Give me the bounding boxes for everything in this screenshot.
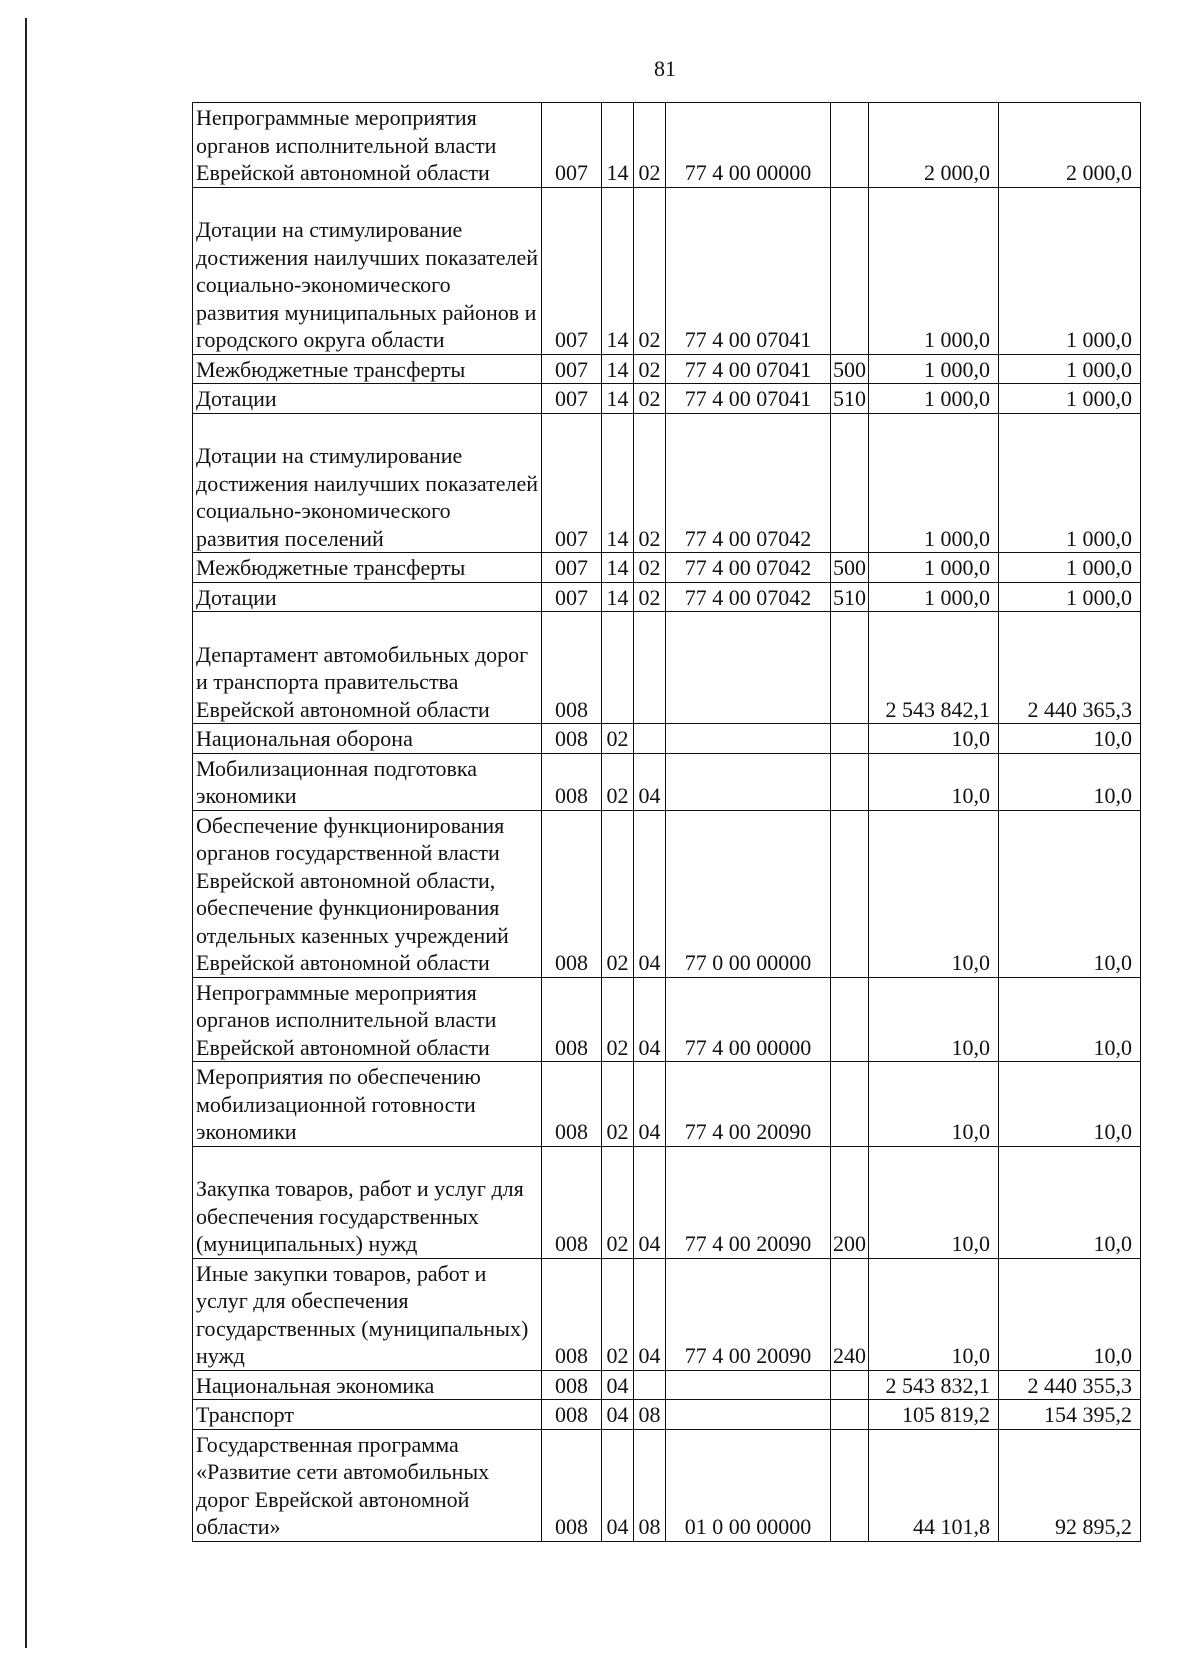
target-article-cell xyxy=(666,753,831,810)
grbs-code-cell: 008 xyxy=(542,1400,602,1430)
amount-year2-cell: 1 000,0 xyxy=(999,384,1141,414)
row-name-cell: Дотации на стимулирование достижения наилучших показателей социально-экономического развития муниципальных районов и городского округа области xyxy=(193,187,542,354)
amount-year1-cell: 1 000,0 xyxy=(869,553,999,583)
amount-year1-cell: 44 101,8 xyxy=(869,1429,999,1541)
grbs-code-cell: 007 xyxy=(542,384,602,414)
target-article-cell: 77 4 00 20090 xyxy=(666,1146,831,1258)
section-code-cell: 02 xyxy=(602,753,634,810)
amount-year1-cell: 10,0 xyxy=(869,1258,999,1370)
amount-year1-cell: 1 000,0 xyxy=(869,384,999,414)
row-name-cell: Государственная программа «Развитие сети автомобильных дорог Еврейской автономной области» xyxy=(193,1429,542,1541)
row-name-cell: Закупка товаров, работ и услуг для обеспечения государственных (муниципальных) нужд xyxy=(193,1146,542,1258)
amount-year1-cell: 10,0 xyxy=(869,1062,999,1147)
amount-year2-cell: 1 000,0 xyxy=(999,553,1141,583)
table-row xyxy=(193,724,1141,754)
target-article-cell: 77 4 00 07042 xyxy=(666,413,831,553)
expense-type-cell xyxy=(831,977,869,1062)
amount-year1-cell: 1 000,0 xyxy=(869,187,999,354)
expense-type-cell xyxy=(831,103,869,188)
grbs-code-cell: 007 xyxy=(542,582,602,612)
row-name-cell: Мобилизационная подготовка экономики xyxy=(193,753,542,810)
section-code-cell: 14 xyxy=(602,103,634,188)
grbs-code-cell: 008 xyxy=(542,1258,602,1370)
table-row xyxy=(193,553,1141,583)
expense-type-cell xyxy=(831,187,869,354)
subsection-code-cell: 04 xyxy=(634,1258,666,1370)
section-code-cell: 02 xyxy=(602,1146,634,1258)
grbs-code-cell: 008 xyxy=(542,724,602,754)
table-row xyxy=(193,1062,1141,1147)
expense-type-cell xyxy=(831,1062,869,1147)
section-code-cell: 14 xyxy=(602,582,634,612)
expense-type-cell xyxy=(831,724,869,754)
section-code-cell: 14 xyxy=(602,384,634,414)
section-code-cell: 04 xyxy=(602,1370,634,1400)
subsection-code-cell: 04 xyxy=(634,810,666,977)
amount-year1-cell: 105 819,2 xyxy=(869,1400,999,1430)
table-row xyxy=(193,354,1141,384)
amount-year2-cell: 10,0 xyxy=(999,1258,1141,1370)
subsection-code-cell: 02 xyxy=(634,582,666,612)
grbs-code-cell: 007 xyxy=(542,553,602,583)
grbs-code-cell: 007 xyxy=(542,354,602,384)
section-code-cell: 04 xyxy=(602,1400,634,1430)
grbs-code-cell: 008 xyxy=(542,612,602,724)
section-code-cell: 14 xyxy=(602,354,634,384)
subsection-code-cell: 02 xyxy=(634,413,666,553)
subsection-code-cell: 04 xyxy=(634,1146,666,1258)
section-code-cell: 14 xyxy=(602,413,634,553)
subsection-code-cell: 02 xyxy=(634,354,666,384)
table-row xyxy=(193,1146,1141,1258)
table-row xyxy=(193,1258,1141,1370)
amount-year1-cell: 2 000,0 xyxy=(869,103,999,188)
amount-year2-cell: 1 000,0 xyxy=(999,187,1141,354)
target-article-cell xyxy=(666,1400,831,1430)
amount-year1-cell: 10,0 xyxy=(869,810,999,977)
section-code-cell: 02 xyxy=(602,1062,634,1147)
table-row xyxy=(193,582,1141,612)
amount-year2-cell: 92 895,2 xyxy=(999,1429,1141,1541)
amount-year2-cell: 2 440 355,3 xyxy=(999,1370,1141,1400)
table-row xyxy=(193,1370,1141,1400)
budget-table xyxy=(192,102,1141,1542)
expense-type-cell xyxy=(831,753,869,810)
row-name-cell: Межбюджетные трансферты xyxy=(193,354,542,384)
expense-type-cell: 200 xyxy=(831,1146,869,1258)
section-code-cell: 02 xyxy=(602,1258,634,1370)
scan-edge-line xyxy=(25,18,27,1648)
amount-year2-cell: 10,0 xyxy=(999,810,1141,977)
amount-year2-cell: 1 000,0 xyxy=(999,582,1141,612)
row-name-cell: Мероприятия по обеспечению мобилизационной готовности экономики xyxy=(193,1062,542,1147)
subsection-code-cell xyxy=(634,612,666,724)
expense-type-cell: 500 xyxy=(831,354,869,384)
grbs-code-cell: 008 xyxy=(542,1062,602,1147)
subsection-code-cell: 02 xyxy=(634,103,666,188)
subsection-code-cell: 02 xyxy=(634,384,666,414)
target-article-cell: 77 0 00 00000 xyxy=(666,810,831,977)
subsection-code-cell: 02 xyxy=(634,553,666,583)
row-name-cell: Обеспечение функционирования органов государственной власти Еврейской автономной области, обеспечение функционирования отдельных казенных учреждений Еврейской автономной области xyxy=(193,810,542,977)
expense-type-cell: 510 xyxy=(831,384,869,414)
amount-year2-cell: 2 000,0 xyxy=(999,103,1141,188)
expense-type-cell: 240 xyxy=(831,1258,869,1370)
subsection-code-cell: 04 xyxy=(634,1062,666,1147)
table-row xyxy=(193,977,1141,1062)
expense-type-cell xyxy=(831,1429,869,1541)
section-code-cell xyxy=(602,612,634,724)
target-article-cell: 77 4 00 07041 xyxy=(666,187,831,354)
table-row xyxy=(193,753,1141,810)
grbs-code-cell: 008 xyxy=(542,753,602,810)
section-code-cell: 02 xyxy=(602,810,634,977)
grbs-code-cell: 008 xyxy=(542,1146,602,1258)
amount-year1-cell: 2 543 832,1 xyxy=(869,1370,999,1400)
expense-type-cell xyxy=(831,810,869,977)
target-article-cell xyxy=(666,1370,831,1400)
row-name-cell: Дотации xyxy=(193,384,542,414)
amount-year2-cell: 10,0 xyxy=(999,724,1141,754)
target-article-cell: 77 4 00 07041 xyxy=(666,384,831,414)
amount-year2-cell: 10,0 xyxy=(999,753,1141,810)
subsection-code-cell xyxy=(634,724,666,754)
target-article-cell: 77 4 00 00000 xyxy=(666,977,831,1062)
table-row xyxy=(193,810,1141,977)
amount-year2-cell: 10,0 xyxy=(999,1062,1141,1147)
subsection-code-cell: 04 xyxy=(634,977,666,1062)
grbs-code-cell: 007 xyxy=(542,103,602,188)
row-name-cell: Дотации xyxy=(193,582,542,612)
expense-type-cell: 500 xyxy=(831,553,869,583)
target-article-cell: 77 4 00 20090 xyxy=(666,1258,831,1370)
section-code-cell: 02 xyxy=(602,977,634,1062)
table-row xyxy=(193,384,1141,414)
row-name-cell: Межбюджетные трансферты xyxy=(193,553,542,583)
amount-year2-cell: 2 440 365,3 xyxy=(999,612,1141,724)
amount-year1-cell: 2 543 842,1 xyxy=(869,612,999,724)
section-code-cell: 04 xyxy=(602,1429,634,1541)
amount-year2-cell: 1 000,0 xyxy=(999,354,1141,384)
table-row xyxy=(193,187,1141,354)
amount-year1-cell: 1 000,0 xyxy=(869,413,999,553)
section-code-cell: 14 xyxy=(602,187,634,354)
amount-year1-cell: 10,0 xyxy=(869,1146,999,1258)
section-code-cell: 02 xyxy=(602,724,634,754)
amount-year1-cell: 10,0 xyxy=(869,977,999,1062)
table-row xyxy=(193,612,1141,724)
subsection-code-cell: 04 xyxy=(634,753,666,810)
amount-year1-cell: 1 000,0 xyxy=(869,354,999,384)
row-name-cell: Транспорт xyxy=(193,1400,542,1430)
target-article-cell xyxy=(666,724,831,754)
grbs-code-cell: 008 xyxy=(542,810,602,977)
subsection-code-cell: 02 xyxy=(634,187,666,354)
target-article-cell: 77 4 00 07041 xyxy=(666,354,831,384)
subsection-code-cell xyxy=(634,1370,666,1400)
grbs-code-cell: 008 xyxy=(542,1429,602,1541)
amount-year1-cell: 10,0 xyxy=(869,753,999,810)
target-article-cell xyxy=(666,612,831,724)
expense-type-cell xyxy=(831,612,869,724)
row-name-cell: Иные закупки товаров, работ и услуг для обеспечения государственных (муниципальных) нужд xyxy=(193,1258,542,1370)
target-article-cell: 77 4 00 20090 xyxy=(666,1062,831,1147)
row-name-cell: Непрограммные мероприятия органов исполнительной власти Еврейской автономной области xyxy=(193,103,542,188)
target-article-cell: 01 0 00 00000 xyxy=(666,1429,831,1541)
row-name-cell: Национальная экономика xyxy=(193,1370,542,1400)
amount-year2-cell: 10,0 xyxy=(999,977,1141,1062)
section-code-cell: 14 xyxy=(602,553,634,583)
target-article-cell: 77 4 00 07042 xyxy=(666,582,831,612)
grbs-code-cell: 008 xyxy=(542,977,602,1062)
table-row xyxy=(193,103,1141,188)
budget-table-body xyxy=(193,103,1141,1542)
row-name-cell: Непрограммные мероприятия органов исполнительной власти Еврейской автономной области xyxy=(193,977,542,1062)
grbs-code-cell: 007 xyxy=(542,413,602,553)
expense-type-cell xyxy=(831,413,869,553)
expense-type-cell: 510 xyxy=(831,582,869,612)
amount-year1-cell: 1 000,0 xyxy=(869,582,999,612)
subsection-code-cell: 08 xyxy=(634,1400,666,1430)
amount-year2-cell: 1 000,0 xyxy=(999,413,1141,553)
table-row xyxy=(193,413,1141,553)
grbs-code-cell: 007 xyxy=(542,187,602,354)
amount-year1-cell: 10,0 xyxy=(869,724,999,754)
amount-year2-cell: 10,0 xyxy=(999,1146,1141,1258)
row-name-cell: Национальная оборона xyxy=(193,724,542,754)
row-name-cell: Департамент автомобильных дорог и транспорта правительства Еврейской автономной области xyxy=(193,612,542,724)
subsection-code-cell: 08 xyxy=(634,1429,666,1541)
target-article-cell: 77 4 00 00000 xyxy=(666,103,831,188)
expense-type-cell xyxy=(831,1400,869,1430)
page-number: 81 xyxy=(654,56,676,81)
table-row xyxy=(193,1429,1141,1541)
table-row xyxy=(193,1400,1141,1430)
target-article-cell: 77 4 00 07042 xyxy=(666,553,831,583)
grbs-code-cell: 008 xyxy=(542,1370,602,1400)
amount-year2-cell: 154 395,2 xyxy=(999,1400,1141,1430)
expense-type-cell xyxy=(831,1370,869,1400)
row-name-cell: Дотации на стимулирование достижения наилучших показателей социально-экономического развития поселений xyxy=(193,413,542,553)
